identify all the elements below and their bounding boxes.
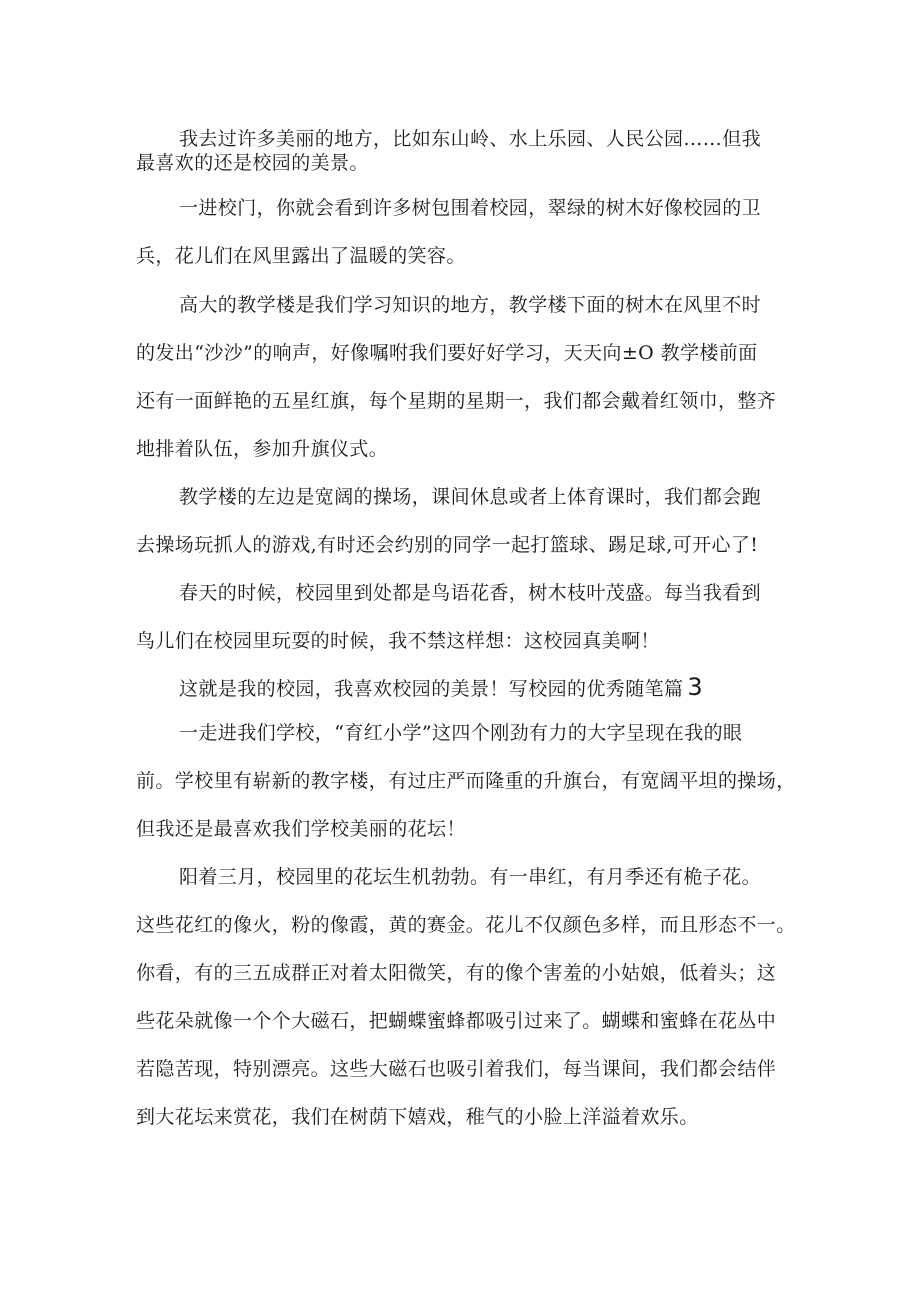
paragraph-7-line-2: 前。学校里有崭新的教字楼，有过庄严而隆重的升旗台，有宽阔平坦的操场， (136, 770, 796, 792)
paragraph-5-line-1: 春天的时候，校园里到处都是鸟语花香，树木枝叶茂盛。每当我看到 (179, 582, 762, 604)
paragraph-8-line-1: 阳着三月，校园里的花坛生机勃勃。有一串红，有月季还有桅子花。 (179, 866, 762, 888)
section-heading-text: 这就是我的校园，我喜欢校园的美景！写校园的优秀随笔篇 (179, 678, 684, 700)
paragraph-4-line-2: 去操场玩抓人的游戏,有时还会约别的同学一起打篮球、踢足球,可开心了! (136, 534, 759, 556)
paragraph-8-line-6: 到大花坛来赏花，我们在树荫下嬉戏，稚气的小脸上洋溢着欢乐。 (136, 1106, 699, 1128)
paragraph-3-line-2: 的发出“沙沙”的响声，好像嘱咐我们要好好学习，天天向±O 教学楼前面 (136, 342, 758, 364)
paragraph-8-line-2: 这些花红的像火，粉的像霞，黄的赛金。花儿不仅颜色多样，而且形态不一。 (136, 914, 796, 936)
paragraph-7-line-3: 但我还是最喜欢我们学校美丽的花坛！ (136, 818, 466, 840)
paragraph-2-line-1: 一进校门，你就会看到许多树包围着校园，翠绿的树木好像校园的卫 (179, 197, 762, 219)
paragraph-3-line-1: 高大的教学楼是我们学习知识的地方，教学楼下面的树木在风里不时 (179, 294, 762, 316)
paragraph-3-line-3: 还有一面鲜艳的五星红旗，每个星期的星期一，我们都会戴着红领巾，整齐 (136, 390, 777, 412)
section-heading-line (179, 675, 703, 701)
paragraph-7-line-1: 一走进我们学校，“育红小学”这四个刚劲有力的大字呈现在我的眼 (179, 722, 743, 744)
paragraph-1-line-2: 最喜欢的还是校园的美景。 (136, 152, 369, 174)
paragraph-4-line-1: 教学楼的左边是宽阔的操场，课间休息或者上体育课时，我们都会跑 (179, 486, 762, 508)
paragraph-8-line-3: 你看，有的三五成群正对着太阳微笑，有的像个害羞的小姑娘，低着头；这 (136, 962, 777, 984)
paragraph-3-line-4: 地排着队伍，参加升旗仪式。 (136, 438, 389, 460)
paragraph-8-line-5: 若隐苦现，特别漂亮。这些大磁石也吸引着我们，每当课间，我们都会结伴 (136, 1058, 777, 1080)
section-heading-number: 3 (687, 673, 704, 701)
paragraph-8-line-4: 些花朵就像一个个大磁石，把蝴蝶蜜蜂都吸引过来了。蝴蝶和蜜蜂在花丛中 (136, 1010, 777, 1032)
paragraph-2-line-2: 兵，花儿们在风里露出了温暖的笑容。 (136, 245, 466, 267)
paragraph-5-line-2: 鸟儿们在校园里玩耍的时候，我不禁这样想：这校园真美啊！ (136, 630, 660, 652)
paragraph-1-line-1: 我去过许多美丽的地方，比如东山岭、水上乐园、人民公园……但我 (179, 128, 762, 150)
